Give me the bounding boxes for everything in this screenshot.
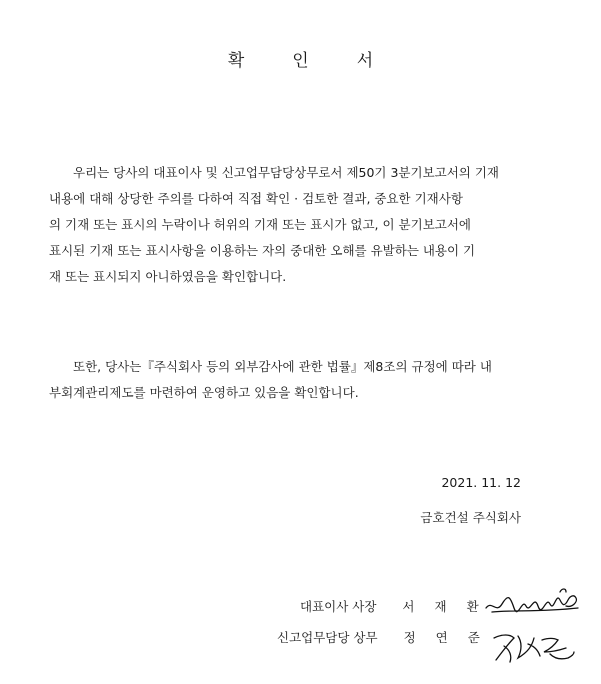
paragraph-line: 표시된 기재 또는 표시사항을 이용하는 자의 중대한 오해를 유발하는 내용이 기 <box>49 243 476 258</box>
confirmation-paragraph <box>49 160 529 290</box>
document-date: 2021. 11. 12 <box>441 475 521 490</box>
officer-signature <box>488 626 578 666</box>
company-name: 금호건설 주식회사 <box>420 510 521 525</box>
signer-role: 신고업무담당 상무 <box>277 630 378 645</box>
signer-name: 정 연 준 <box>403 630 480 645</box>
internal-control-paragraph <box>49 354 529 406</box>
paragraph-line: 재 또는 표시되지 아니하였음을 확인합니다. <box>49 269 287 284</box>
signer-ceo <box>300 597 499 615</box>
signer-reporting-officer <box>277 628 500 646</box>
signer-name: 서 재 환 <box>402 599 479 614</box>
signer-role: 대표이사 사장 <box>300 599 377 614</box>
title-char-3: 서 <box>356 51 374 71</box>
ceo-signature <box>482 586 582 622</box>
paragraph-line: 내용에 대해 상당한 주의를 다하여 직접 확인 · 검토한 결과, 중요한 기재사항 <box>49 191 463 206</box>
paragraph-line: 또한, 당사는『주식회사 등의 외부감사에 관한 법률』제8조의 규정에 따라 내 <box>73 359 492 374</box>
document-title <box>0 46 601 71</box>
paragraph-line: 우리는 당사의 대표이사 및 신고업무담당상무로서 제50기 3분기보고서의 기재 <box>73 165 499 180</box>
title-char-1: 확 <box>227 51 245 71</box>
paragraph-line: 부회계관리제도를 마련하여 운영하고 있음을 확인합니다. <box>49 385 359 400</box>
title-char-2: 인 <box>292 51 309 71</box>
paragraph-line: 의 기재 또는 표시의 누락이나 허위의 기재 또는 표시가 없고, 이 분기보고서에 <box>49 217 472 232</box>
